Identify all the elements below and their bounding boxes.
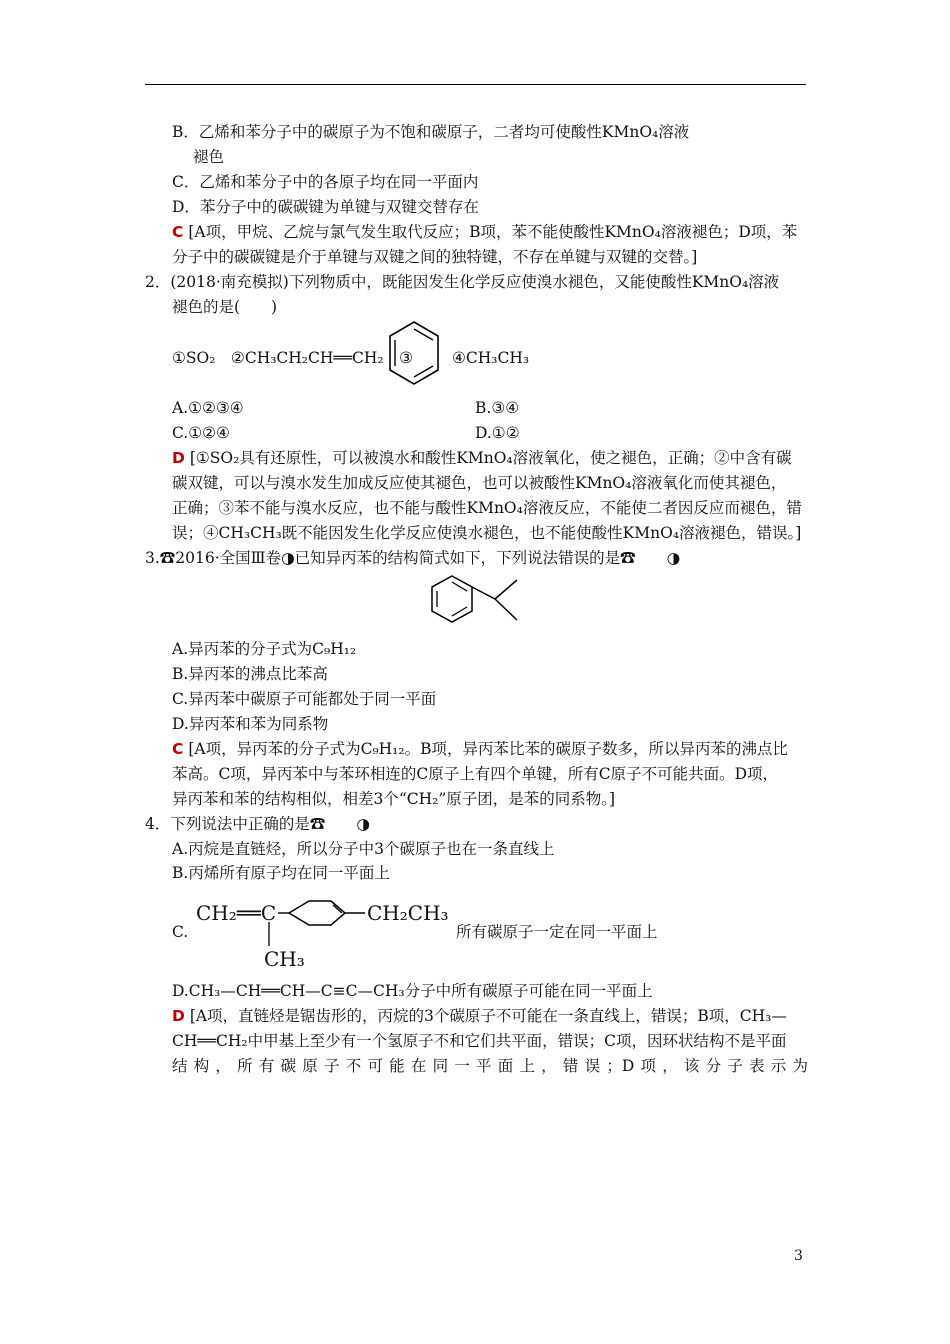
q3-stem: 3.☎2016·全国Ⅲ卷◑已知异丙苯的结构简式如下，下列说法错误的是☎ ◑ (145, 549, 681, 567)
isopropylbenzene-structure (420, 572, 530, 630)
q2-answer-letter: D (172, 449, 185, 467)
q3-answer-line3: 异丙苯和苯的结构相似，相差3个“CH₂”原子团，是苯的同系物。] (172, 790, 616, 808)
structure-c-left: CH₂══C (196, 901, 277, 925)
q4-option-c-text: 所有碳原子一定在同一平面上 (456, 923, 658, 941)
header-rule (145, 84, 806, 85)
q2-answer-line4: 误；④CH₃CH₃既不能因发生化学反应使溴水褪色，也不能使酸性KMnO₄溶液褪色，错误。] (172, 524, 802, 542)
q1-answer-line2: 分子中的碳碳键是介于单键与双键之间的独特键，不存在单键与双键的交替。] (172, 248, 698, 266)
q2-items-a: ①SO₂ ②CH₃CH₂CH══CH₂ ③ (172, 349, 414, 367)
q4-answer-letter: D (172, 1007, 185, 1025)
q1-answer-text1: [A项，甲烷、乙烷与氯气发生取代反应；B项，苯不能使酸性KMnO₄溶液褪色；D项，苯 (188, 223, 798, 241)
q3-answer-text1: [A项，异丙苯的分子式为C₉H₁₂。B项，异丙苯比苯的碳原子数多，所以异丙苯的沸点比 (188, 740, 788, 758)
q1-answer-letter: C (172, 223, 184, 241)
q1-option-b-line2: 褪色 (193, 148, 225, 166)
q1-answer-line1 (172, 221, 797, 243)
q2-stem-line1: 2．(2018·南充模拟)下列物质中，既能因发生化学反应使溴水褪色，又能使酸性KMnO₄溶液 (145, 273, 780, 291)
q4-answer-text1: [A项，直链烃是锯齿形的，丙烷的3个碳原子不可能在一条直线上，错误；B项，CH₃— (189, 1007, 787, 1025)
q3-answer-line2: 苯高。C项，异丙苯中与苯环相连的C原子上有四个单键，所有C原子不可能共面。D项， (172, 765, 779, 783)
q1-option-b-line1: B．乙烯和苯分子中的碳原子为不饱和碳原子，二者均可使酸性KMnO₄溶液 (172, 123, 690, 141)
q2-option-c: C.①②④ (172, 424, 230, 442)
methyl-bond-line (264, 922, 274, 948)
q3-option-d: D.异丙苯和苯为同系物 (172, 715, 329, 733)
q3-answer-letter: C (172, 740, 184, 758)
q1-option-d: D．苯分子中的碳碳键为单键与双键交替存在 (172, 198, 479, 216)
structure-c-below: CH₃ (264, 947, 305, 971)
q4-option-c-label: C. (172, 923, 189, 941)
q4-option-a: A.丙烷是直链烃，所以分子中3个碳原子也在一条直线上 (172, 840, 555, 858)
q1-option-c: C．乙烯和苯分子中的各原子均在同一平面内 (172, 173, 479, 191)
q4-answer-line3-wrap (172, 1055, 808, 1077)
q2-option-d: D.①② (475, 424, 520, 442)
q2-answer-line1 (172, 447, 792, 469)
q2-option-b: B.③④ (475, 399, 520, 417)
q3-option-c: C.异丙苯中碳原子可能都处于同一平面 (172, 690, 437, 708)
q2-items-b: ④CH₃CH₃ (452, 349, 530, 367)
q4-option-d: D.CH₃—CH══CH—C≡C—CH₃分子中所有碳原子可能在同一平面上 (172, 982, 653, 1000)
q4-stem: 4．下列说法中正确的是☎ ◑ (145, 815, 370, 833)
q4-option-b: B.丙烯所有原子均在同一平面上 (172, 864, 390, 882)
q2-stem-line2: 褪色的是( ) (172, 298, 278, 316)
structure-c-right: CH₂CH₃ (367, 901, 449, 925)
q4-answer-line1 (172, 1005, 787, 1027)
q2-option-a: A.①②③④ (172, 399, 244, 417)
benzene-structure (383, 318, 445, 394)
q4-answer-line3: 结构，所有碳原子不可能在同一平面上，错误；D项，该分子表示为 (172, 1057, 808, 1075)
page-number: 3 (794, 1248, 803, 1264)
q3-option-b: B.异丙苯的沸点比苯高 (172, 665, 328, 683)
cyclohexene-ring-structure (275, 888, 365, 948)
q2-answer-line3: 正确；③苯不能与溴水反应，也不能与酸性KMnO₄溶液反应，不能使二者因反应而褪色，错 (172, 499, 802, 517)
q2-answer-text1: [①SO₂具有还原性，可以被溴水和酸性KMnO₄溶液氧化，使之褪色，正确；②中含有碳 (189, 449, 792, 467)
q2-answer-line2: 碳双键，可以与溴水发生加成反应使其褪色，也可以被酸性KMnO₄溶液氧化而使其褪色， (172, 474, 787, 492)
q4-answer-line2: CH══CH₂中甲基上至少有一个氢原子不和它们共平面，错误；C项，因环状结构不是平面 (172, 1032, 787, 1050)
q3-answer-line1 (172, 738, 788, 760)
q3-option-a: A.异丙苯的分子式为C₉H₁₂ (172, 640, 357, 658)
